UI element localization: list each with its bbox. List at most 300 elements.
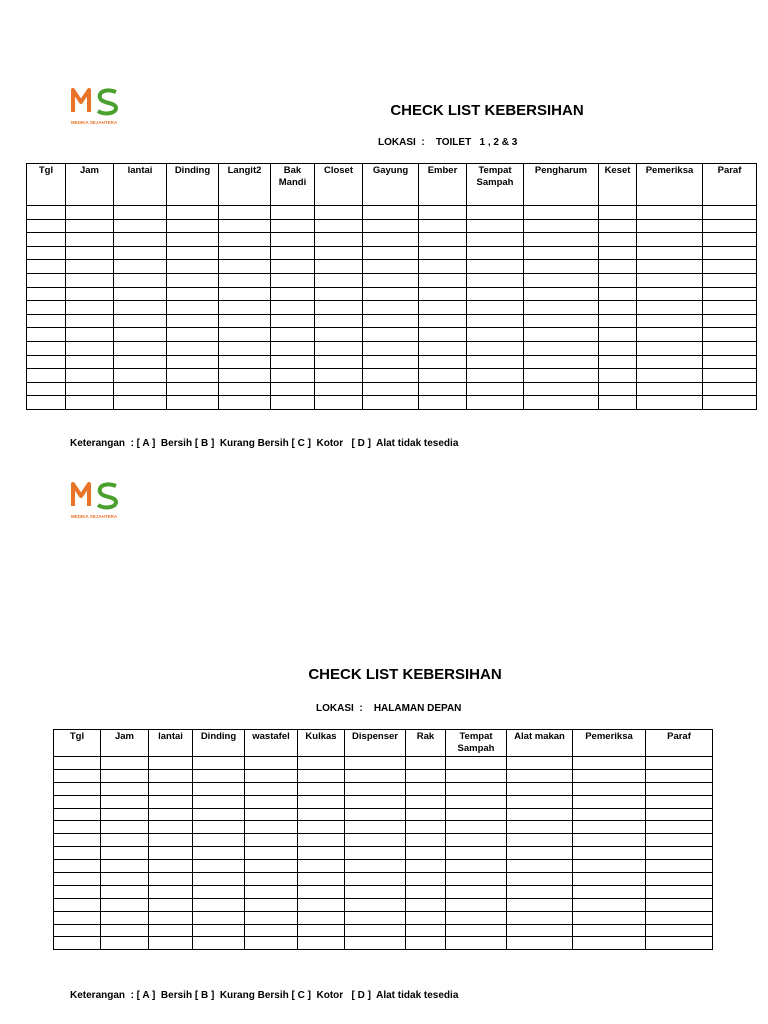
table-cell[interactable] [646,769,713,782]
table-cell[interactable] [419,233,467,247]
table-cell[interactable] [406,795,446,808]
table-cell[interactable] [193,885,245,898]
table-cell[interactable] [114,301,167,315]
table-cell[interactable] [524,328,599,342]
table-cell[interactable] [573,860,646,873]
table-cell[interactable] [66,273,114,287]
table-cell[interactable] [298,885,345,898]
table-cell[interactable] [599,287,637,301]
table-cell[interactable] [271,233,315,247]
table-cell[interactable] [66,369,114,383]
table-cell[interactable] [193,873,245,886]
table-cell[interactable] [363,246,419,260]
table-cell[interactable] [573,885,646,898]
table-cell[interactable] [27,396,66,410]
table-cell[interactable] [406,911,446,924]
table-cell[interactable] [271,260,315,274]
table-cell[interactable] [599,369,637,383]
table-cell[interactable] [219,369,271,383]
table-cell[interactable] [101,847,149,860]
table-cell[interactable] [467,233,524,247]
table-cell[interactable] [66,260,114,274]
table-cell[interactable] [573,873,646,886]
table-cell[interactable] [298,795,345,808]
table-cell[interactable] [467,382,524,396]
table-cell[interactable] [646,808,713,821]
table-cell[interactable] [54,885,101,898]
table-cell[interactable] [446,782,507,795]
table-cell[interactable] [406,937,446,950]
table-cell[interactable] [406,873,446,886]
table-cell[interactable] [363,328,419,342]
table-cell[interactable] [419,260,467,274]
table-cell[interactable] [245,924,298,937]
table-cell[interactable] [27,341,66,355]
table-cell[interactable] [149,834,193,847]
table-cell[interactable] [54,769,101,782]
table-cell[interactable] [298,898,345,911]
table-cell[interactable] [446,924,507,937]
table-cell[interactable] [101,924,149,937]
table-cell[interactable] [419,246,467,260]
table-cell[interactable] [114,396,167,410]
table-cell[interactable] [419,206,467,220]
table-cell[interactable] [345,782,406,795]
table-cell[interactable] [149,924,193,937]
table-cell[interactable] [524,355,599,369]
table-cell[interactable] [646,911,713,924]
table-cell[interactable] [167,246,219,260]
table-cell[interactable] [27,233,66,247]
table-cell[interactable] [637,369,703,383]
table-cell[interactable] [298,873,345,886]
table-cell[interactable] [507,937,573,950]
table-cell[interactable] [101,937,149,950]
table-cell[interactable] [66,301,114,315]
table-cell[interactable] [406,821,446,834]
table-cell[interactable] [467,219,524,233]
table-cell[interactable] [219,246,271,260]
table-cell[interactable] [599,341,637,355]
table-cell[interactable] [149,860,193,873]
table-cell[interactable] [27,355,66,369]
table-cell[interactable] [446,885,507,898]
table-cell[interactable] [524,314,599,328]
table-cell[interactable] [467,206,524,220]
table-cell[interactable] [101,757,149,770]
table-cell[interactable] [193,808,245,821]
table-cell[interactable] [573,847,646,860]
table-cell[interactable] [703,219,757,233]
table-cell[interactable] [219,233,271,247]
table-cell[interactable] [345,911,406,924]
table-cell[interactable] [193,911,245,924]
table-cell[interactable] [703,301,757,315]
table-cell[interactable] [467,273,524,287]
table-cell[interactable] [703,246,757,260]
table-cell[interactable] [419,396,467,410]
table-cell[interactable] [446,911,507,924]
table-cell[interactable] [193,795,245,808]
table-cell[interactable] [315,314,363,328]
table-cell[interactable] [245,821,298,834]
table-cell[interactable] [363,219,419,233]
table-cell[interactable] [573,757,646,770]
table-cell[interactable] [298,757,345,770]
table-cell[interactable] [298,821,345,834]
table-cell[interactable] [507,885,573,898]
table-cell[interactable] [245,911,298,924]
table-cell[interactable] [167,233,219,247]
table-cell[interactable] [446,860,507,873]
table-cell[interactable] [599,233,637,247]
table-cell[interactable] [315,233,363,247]
table-cell[interactable] [114,273,167,287]
table-cell[interactable] [193,847,245,860]
table-cell[interactable] [703,314,757,328]
table-cell[interactable] [507,795,573,808]
table-cell[interactable] [637,287,703,301]
table-cell[interactable] [149,885,193,898]
table-cell[interactable] [245,782,298,795]
table-cell[interactable] [406,860,446,873]
table-cell[interactable] [114,341,167,355]
table-cell[interactable] [149,821,193,834]
table-cell[interactable] [101,808,149,821]
table-cell[interactable] [271,273,315,287]
table-cell[interactable] [149,795,193,808]
table-cell[interactable] [703,355,757,369]
table-cell[interactable] [573,782,646,795]
table-cell[interactable] [345,757,406,770]
table-cell[interactable] [363,369,419,383]
table-cell[interactable] [345,937,406,950]
table-cell[interactable] [315,206,363,220]
table-cell[interactable] [646,885,713,898]
table-cell[interactable] [573,911,646,924]
table-cell[interactable] [646,860,713,873]
table-cell[interactable] [167,314,219,328]
table-cell[interactable] [54,937,101,950]
table-cell[interactable] [363,273,419,287]
table-cell[interactable] [315,328,363,342]
table-cell[interactable] [637,355,703,369]
table-cell[interactable] [467,396,524,410]
table-cell[interactable] [345,769,406,782]
table-cell[interactable] [599,246,637,260]
table-cell[interactable] [54,924,101,937]
table-cell[interactable] [149,898,193,911]
table-cell[interactable] [219,355,271,369]
table-cell[interactable] [298,782,345,795]
table-cell[interactable] [114,355,167,369]
table-cell[interactable] [66,246,114,260]
table-cell[interactable] [467,328,524,342]
table-cell[interactable] [298,769,345,782]
table-cell[interactable] [573,937,646,950]
table-cell[interactable] [27,260,66,274]
table-cell[interactable] [446,834,507,847]
table-cell[interactable] [637,314,703,328]
table-cell[interactable] [573,834,646,847]
table-cell[interactable] [271,219,315,233]
table-cell[interactable] [524,219,599,233]
table-cell[interactable] [114,369,167,383]
table-cell[interactable] [637,382,703,396]
table-cell[interactable] [101,834,149,847]
table-cell[interactable] [27,382,66,396]
table-cell[interactable] [419,382,467,396]
table-cell[interactable] [27,273,66,287]
table-cell[interactable] [507,873,573,886]
table-cell[interactable] [315,219,363,233]
table-cell[interactable] [101,898,149,911]
table-cell[interactable] [271,382,315,396]
table-cell[interactable] [219,382,271,396]
table-cell[interactable] [599,328,637,342]
table-cell[interactable] [467,369,524,383]
table-cell[interactable] [27,328,66,342]
table-cell[interactable] [467,287,524,301]
table-cell[interactable] [167,273,219,287]
table-cell[interactable] [298,808,345,821]
table-cell[interactable] [363,341,419,355]
table-cell[interactable] [114,314,167,328]
table-cell[interactable] [507,782,573,795]
table-cell[interactable] [573,821,646,834]
table-cell[interactable] [66,314,114,328]
table-cell[interactable] [219,301,271,315]
table-cell[interactable] [167,301,219,315]
table-cell[interactable] [703,369,757,383]
table-cell[interactable] [446,757,507,770]
table-cell[interactable] [524,369,599,383]
table-cell[interactable] [419,355,467,369]
table-cell[interactable] [315,246,363,260]
table-cell[interactable] [298,847,345,860]
table-cell[interactable] [599,273,637,287]
table-cell[interactable] [637,233,703,247]
table-cell[interactable] [345,808,406,821]
table-cell[interactable] [27,246,66,260]
table-cell[interactable] [345,860,406,873]
table-cell[interactable] [271,328,315,342]
table-cell[interactable] [167,287,219,301]
table-cell[interactable] [406,885,446,898]
table-cell[interactable] [703,396,757,410]
table-cell[interactable] [599,396,637,410]
table-cell[interactable] [345,924,406,937]
table-cell[interactable] [524,301,599,315]
table-cell[interactable] [54,808,101,821]
table-cell[interactable] [573,808,646,821]
table-cell[interactable] [419,219,467,233]
table-cell[interactable] [193,821,245,834]
table-cell[interactable] [345,795,406,808]
table-cell[interactable] [573,898,646,911]
table-cell[interactable] [245,795,298,808]
table-cell[interactable] [446,821,507,834]
table-cell[interactable] [193,782,245,795]
table-cell[interactable] [27,287,66,301]
table-cell[interactable] [599,382,637,396]
table-cell[interactable] [66,233,114,247]
table-cell[interactable] [193,860,245,873]
table-cell[interactable] [703,273,757,287]
table-cell[interactable] [637,206,703,220]
table-cell[interactable] [363,355,419,369]
table-cell[interactable] [66,206,114,220]
table-cell[interactable] [114,219,167,233]
table-cell[interactable] [245,873,298,886]
table-cell[interactable] [646,873,713,886]
table-cell[interactable] [467,341,524,355]
table-cell[interactable] [637,219,703,233]
table-cell[interactable] [637,260,703,274]
table-cell[interactable] [446,873,507,886]
table-cell[interactable] [298,860,345,873]
table-cell[interactable] [406,808,446,821]
table-cell[interactable] [193,757,245,770]
table-cell[interactable] [573,795,646,808]
table-cell[interactable] [271,314,315,328]
table-cell[interactable] [114,260,167,274]
table-cell[interactable] [66,382,114,396]
table-cell[interactable] [149,937,193,950]
table-cell[interactable] [167,341,219,355]
table-cell[interactable] [101,911,149,924]
table-cell[interactable] [193,924,245,937]
table-cell[interactable] [646,898,713,911]
table-cell[interactable] [524,341,599,355]
table-cell[interactable] [646,821,713,834]
table-cell[interactable] [114,246,167,260]
table-cell[interactable] [446,937,507,950]
table-cell[interactable] [703,206,757,220]
table-cell[interactable] [54,873,101,886]
table-cell[interactable] [646,834,713,847]
table-cell[interactable] [419,341,467,355]
table-cell[interactable] [637,273,703,287]
table-cell[interactable] [646,782,713,795]
table-cell[interactable] [54,821,101,834]
table-cell[interactable] [167,328,219,342]
table-cell[interactable] [271,396,315,410]
table-cell[interactable] [54,860,101,873]
table-cell[interactable] [101,769,149,782]
table-cell[interactable] [507,924,573,937]
table-cell[interactable] [66,355,114,369]
table-cell[interactable] [193,834,245,847]
table-cell[interactable] [419,301,467,315]
table-cell[interactable] [446,847,507,860]
table-cell[interactable] [646,937,713,950]
table-cell[interactable] [315,369,363,383]
table-cell[interactable] [66,396,114,410]
table-cell[interactable] [599,219,637,233]
table-cell[interactable] [219,328,271,342]
table-cell[interactable] [419,314,467,328]
table-cell[interactable] [467,314,524,328]
table-cell[interactable] [101,873,149,886]
table-cell[interactable] [406,834,446,847]
table-cell[interactable] [245,885,298,898]
table-cell[interactable] [524,382,599,396]
table-cell[interactable] [149,873,193,886]
table-cell[interactable] [114,233,167,247]
table-cell[interactable] [467,355,524,369]
table-cell[interactable] [363,206,419,220]
table-cell[interactable] [167,260,219,274]
table-cell[interactable] [101,821,149,834]
table-cell[interactable] [219,314,271,328]
table-cell[interactable] [524,287,599,301]
table-cell[interactable] [406,924,446,937]
table-cell[interactable] [54,757,101,770]
table-cell[interactable] [27,301,66,315]
table-cell[interactable] [507,769,573,782]
table-cell[interactable] [646,795,713,808]
table-cell[interactable] [363,382,419,396]
table-cell[interactable] [363,233,419,247]
table-cell[interactable] [507,860,573,873]
table-cell[interactable] [298,911,345,924]
table-cell[interactable] [101,860,149,873]
table-cell[interactable] [298,834,345,847]
table-cell[interactable] [345,821,406,834]
table-cell[interactable] [315,396,363,410]
table-cell[interactable] [315,260,363,274]
table-cell[interactable] [419,369,467,383]
table-cell[interactable] [149,757,193,770]
table-cell[interactable] [703,382,757,396]
table-cell[interactable] [149,769,193,782]
table-cell[interactable] [406,847,446,860]
table-cell[interactable] [149,847,193,860]
table-cell[interactable] [271,341,315,355]
table-cell[interactable] [54,847,101,860]
table-cell[interactable] [446,808,507,821]
table-cell[interactable] [27,314,66,328]
table-cell[interactable] [703,233,757,247]
table-cell[interactable] [703,341,757,355]
table-cell[interactable] [298,937,345,950]
table-cell[interactable] [345,898,406,911]
table-cell[interactable] [66,219,114,233]
table-cell[interactable] [467,260,524,274]
table-cell[interactable] [363,287,419,301]
table-cell[interactable] [167,206,219,220]
table-cell[interactable] [363,301,419,315]
table-cell[interactable] [524,396,599,410]
table-cell[interactable] [703,260,757,274]
table-cell[interactable] [507,834,573,847]
table-cell[interactable] [524,233,599,247]
table-cell[interactable] [637,301,703,315]
table-cell[interactable] [507,847,573,860]
table-cell[interactable] [507,808,573,821]
table-cell[interactable] [524,206,599,220]
table-cell[interactable] [27,369,66,383]
table-cell[interactable] [419,273,467,287]
table-cell[interactable] [446,769,507,782]
table-cell[interactable] [419,287,467,301]
table-cell[interactable] [406,769,446,782]
table-cell[interactable] [315,287,363,301]
table-cell[interactable] [245,757,298,770]
table-cell[interactable] [114,328,167,342]
table-cell[interactable] [363,396,419,410]
